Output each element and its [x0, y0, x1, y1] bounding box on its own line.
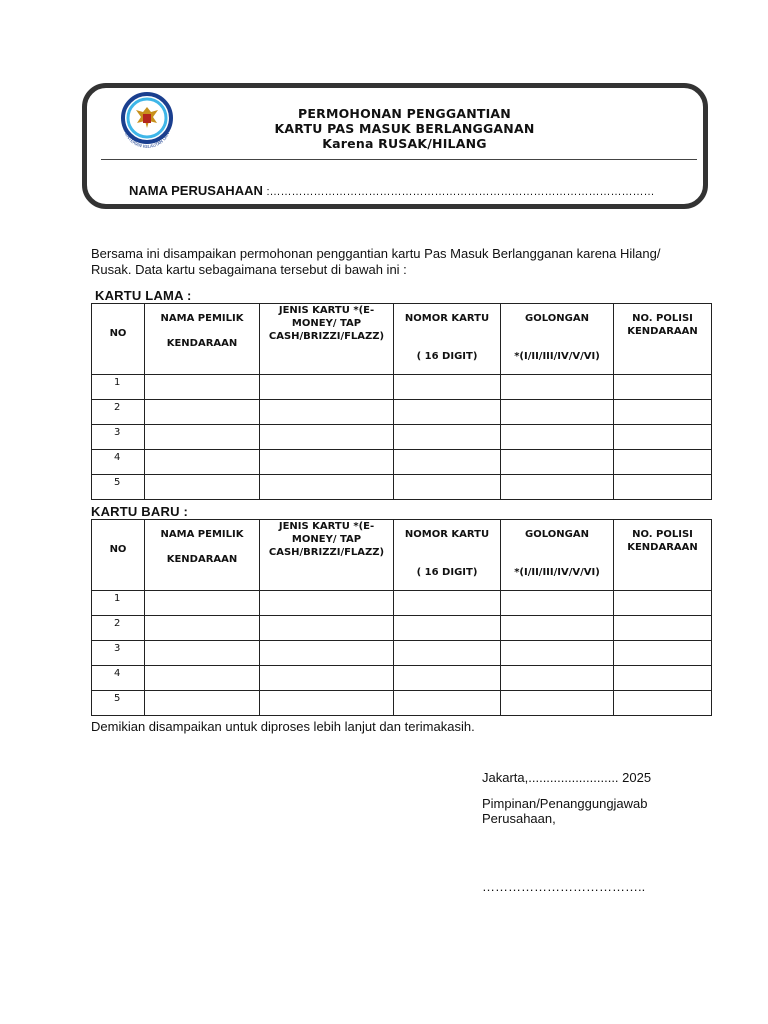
kartu-baru-label: KARTU BARU :: [91, 504, 188, 519]
company-name-blank[interactable]: :……………………………………………………………………………………………: [266, 186, 655, 198]
ministry-logo-icon: [113, 90, 181, 152]
cell-nomor[interactable]: [394, 666, 501, 691]
cell-jenis[interactable]: [260, 666, 394, 691]
col-header-no: NO: [92, 520, 145, 591]
col-header-golongan: GOLONGAN *(I/II/III/IV/V/VI): [501, 520, 614, 591]
title-line-1: PERMOHONAN PENGGANTIAN: [298, 106, 511, 121]
row-number: 2: [92, 400, 145, 425]
cell-polisi[interactable]: [614, 641, 712, 666]
kartu-lama-label: KARTU LAMA :: [95, 288, 192, 303]
cell-nama[interactable]: [145, 425, 260, 450]
cell-golongan[interactable]: [501, 591, 614, 616]
company-name-field[interactable]: [129, 183, 655, 198]
table-row: [92, 666, 712, 691]
cell-golongan[interactable]: [501, 400, 614, 425]
table-row: [92, 375, 712, 400]
company-name-label: NAMA PERUSAHAAN: [129, 183, 263, 198]
cell-nama[interactable]: [145, 591, 260, 616]
cell-nama[interactable]: [145, 375, 260, 400]
cell-golongan[interactable]: [501, 666, 614, 691]
cell-golongan[interactable]: [501, 450, 614, 475]
col-header-polisi: NO. POLISI KENDARAAN: [614, 304, 712, 375]
cell-nomor[interactable]: [394, 450, 501, 475]
cell-polisi[interactable]: [614, 666, 712, 691]
col-header-nomor: NOMOR KARTU ( 16 DIGIT): [394, 520, 501, 591]
col-header-no: NO: [92, 304, 145, 375]
cell-golongan[interactable]: [501, 425, 614, 450]
cell-jenis[interactable]: [260, 475, 394, 500]
cell-nomor[interactable]: [394, 400, 501, 425]
cell-jenis[interactable]: [260, 616, 394, 641]
cell-polisi[interactable]: [614, 691, 712, 716]
title-line-2: KARTU PAS MASUK BERLANGGANAN: [274, 121, 535, 136]
cell-nama[interactable]: [145, 450, 260, 475]
row-number: 2: [92, 616, 145, 641]
place-date-field[interactable]: Jakarta,......................... 2025: [482, 770, 652, 785]
kartu-lama-table: [91, 303, 712, 500]
cell-polisi[interactable]: [614, 450, 712, 475]
table-row: [92, 691, 712, 716]
row-number: 4: [92, 450, 145, 475]
cell-polisi[interactable]: [614, 591, 712, 616]
svg-text:KEMENTERIAN KELAUTAN DAN PERIK: KEMENTERIAN KELAUTAN DAN PER: [122, 123, 173, 150]
cell-polisi[interactable]: [614, 475, 712, 500]
col-header-golongan: GOLONGAN *(I/II/III/IV/V/VI): [501, 304, 614, 375]
cell-polisi[interactable]: [614, 425, 712, 450]
cell-nama[interactable]: [145, 641, 260, 666]
col-header-jenis: JENIS KARTU *(E-MONEY/ TAP CASH/BRIZZI/FLAZZ): [260, 520, 394, 591]
cell-nama[interactable]: [145, 691, 260, 716]
table-row: [92, 591, 712, 616]
cell-jenis[interactable]: [260, 450, 394, 475]
cell-golongan[interactable]: [501, 475, 614, 500]
cell-golongan[interactable]: [501, 641, 614, 666]
cell-nomor[interactable]: [394, 375, 501, 400]
title-line-3: Karena RUSAK/HILANG: [322, 136, 487, 151]
row-number: 1: [92, 591, 145, 616]
closing-paragraph: Demikian disampaikan untuk diproses lebih lanjut dan terimakasih.: [91, 719, 475, 734]
table-row: [92, 475, 712, 500]
cell-nomor[interactable]: [394, 616, 501, 641]
table-row: [92, 425, 712, 450]
row-number: 5: [92, 475, 145, 500]
cell-golongan[interactable]: [501, 691, 614, 716]
col-header-nama: NAMA PEMILIK KENDARAAN: [145, 304, 260, 375]
table-row: [92, 641, 712, 666]
cell-nomor[interactable]: [394, 425, 501, 450]
cell-nomor[interactable]: [394, 641, 501, 666]
row-number: 3: [92, 641, 145, 666]
cell-polisi[interactable]: [614, 616, 712, 641]
cell-nomor[interactable]: [394, 475, 501, 500]
cell-nomor[interactable]: [394, 591, 501, 616]
cell-nama[interactable]: [145, 475, 260, 500]
table-row: [92, 400, 712, 425]
header-divider: [101, 159, 697, 160]
col-header-nama: NAMA PEMILIK KENDARAAN: [145, 520, 260, 591]
row-number: 4: [92, 666, 145, 691]
cell-jenis[interactable]: [260, 425, 394, 450]
row-number: 3: [92, 425, 145, 450]
cell-jenis[interactable]: [260, 375, 394, 400]
kartu-baru-table: [91, 519, 712, 716]
table-row: [92, 616, 712, 641]
cell-nomor[interactable]: [394, 691, 501, 716]
row-number: 1: [92, 375, 145, 400]
intro-paragraph: Bersama ini disampaikan permohonan penggantian kartu Pas Masuk Berlangganan karena Hilang/ Rusak. Data kartu sebagaimana tersebut di bawah ini :: [91, 246, 661, 277]
cell-nama[interactable]: [145, 616, 260, 641]
signer-role-line-1: Pimpinan/Penanggungjawab: [482, 796, 648, 811]
cell-jenis[interactable]: [260, 691, 394, 716]
cell-golongan[interactable]: [501, 375, 614, 400]
row-number: 5: [92, 691, 145, 716]
col-header-nomor: NOMOR KARTU ( 16 DIGIT): [394, 304, 501, 375]
col-header-polisi: NO. POLISI KENDARAAN: [614, 520, 712, 591]
signer-role: [482, 796, 648, 826]
cell-jenis[interactable]: [260, 641, 394, 666]
cell-nama[interactable]: [145, 400, 260, 425]
cell-jenis[interactable]: [260, 591, 394, 616]
col-header-jenis: JENIS KARTU *(E-MONEY/ TAP CASH/BRIZZI/FLAZZ): [260, 304, 394, 375]
cell-nama[interactable]: [145, 666, 260, 691]
signer-role-line-2: Perusahaan,: [482, 811, 556, 826]
form-header: [82, 83, 708, 209]
cell-jenis[interactable]: [260, 400, 394, 425]
form-title: [237, 106, 572, 151]
cell-polisi[interactable]: [614, 400, 712, 425]
signature-line[interactable]: ………………………………..: [482, 879, 646, 894]
cell-golongan[interactable]: [501, 616, 614, 641]
cell-polisi[interactable]: [614, 375, 712, 400]
table-row: [92, 450, 712, 475]
